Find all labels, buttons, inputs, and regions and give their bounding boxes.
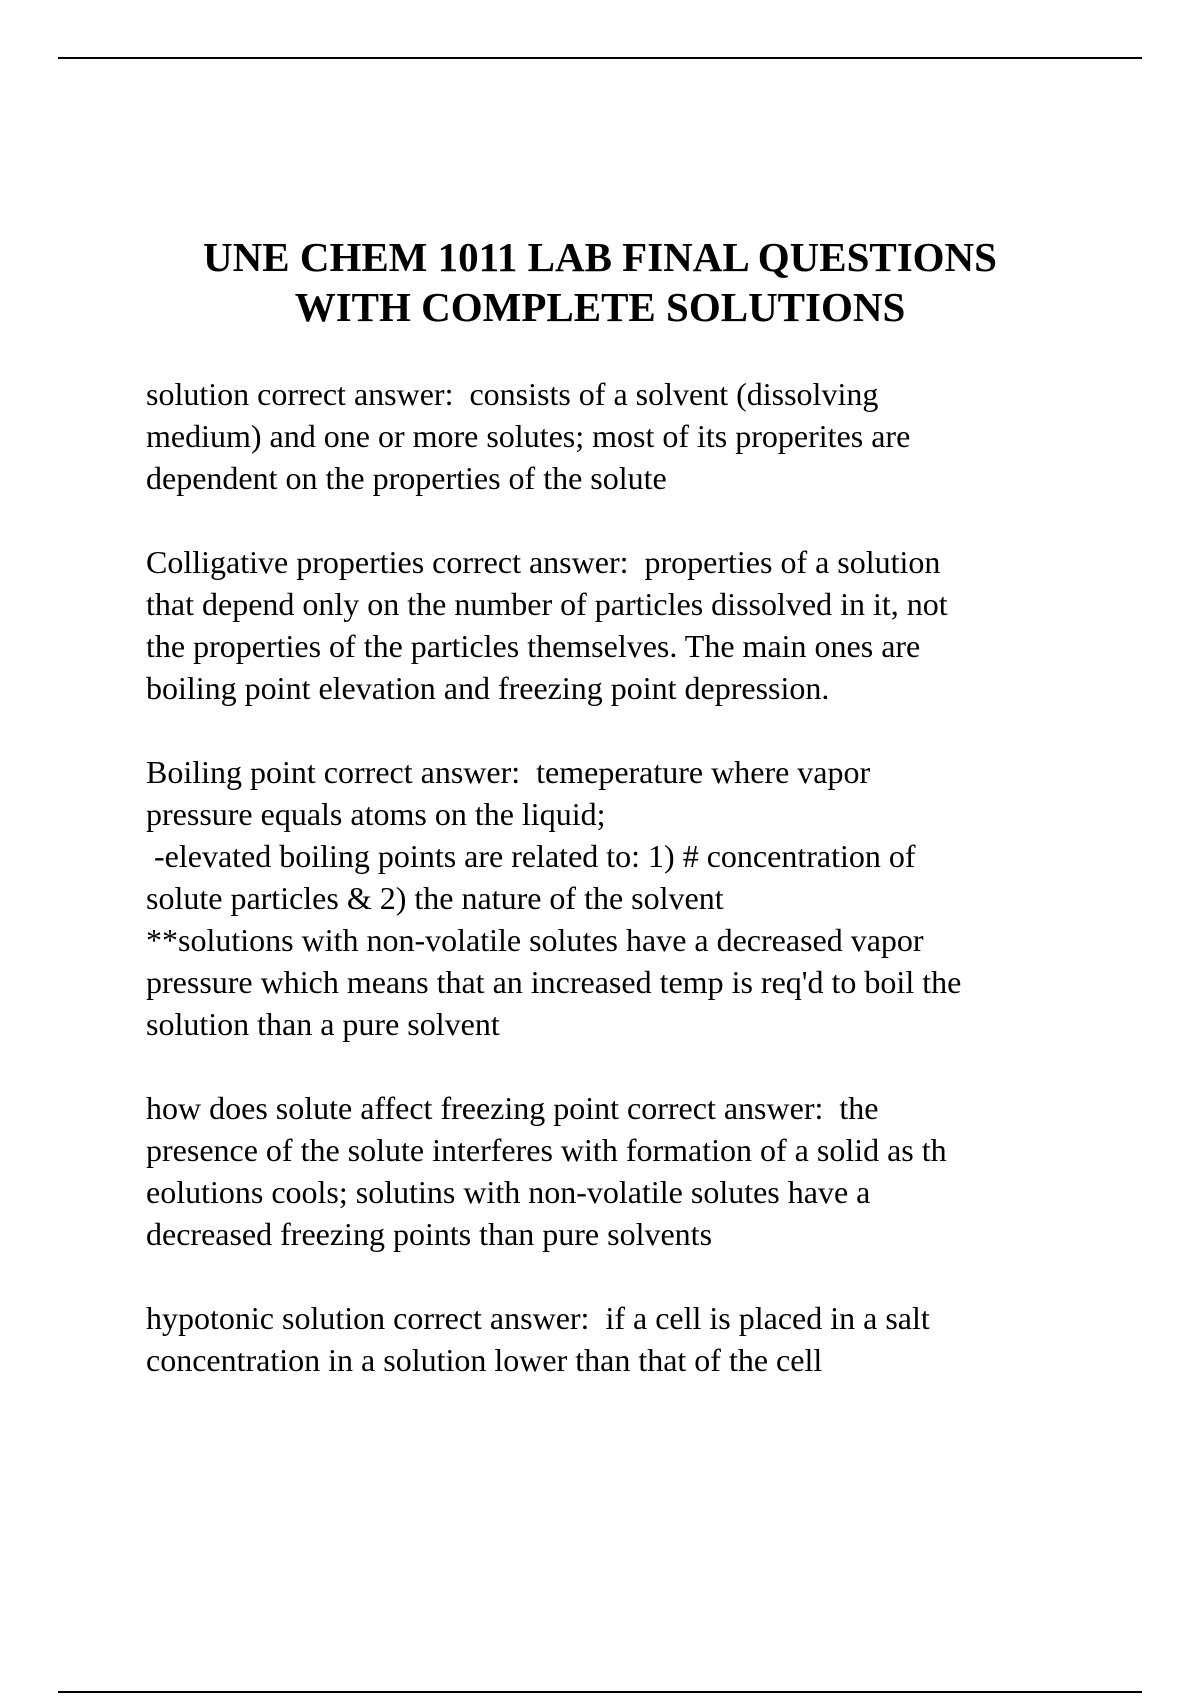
- qa-entry-freezing-point: [146, 1087, 1106, 1255]
- text-line: dependent on the properties of the solute: [146, 460, 667, 496]
- qa-entry-colligative-properties: [146, 541, 1106, 709]
- title-line: UNE CHEM 1011 LAB FINAL QUESTIONS: [203, 234, 997, 280]
- text-line: that depend only on the number of particles dissolved in it, not: [146, 586, 948, 622]
- top-rule: [58, 57, 1142, 59]
- text-line: hypotonic solution correct answer: if a cell is placed in a salt: [146, 1300, 930, 1336]
- text-line: eolutions cools; solutins with non-volatile solutes have a: [146, 1174, 871, 1210]
- title-line: WITH COMPLETE SOLUTIONS: [294, 284, 906, 330]
- text-line: how does solute affect freezing point correct answer: the: [146, 1090, 879, 1126]
- text-line: -elevated boiling points are related to: 1) # concentration of: [146, 838, 916, 874]
- text-line: solution than a pure solvent: [146, 1006, 500, 1042]
- text-line: **solutions with non-volatile solutes have a decreased vapor: [146, 922, 924, 958]
- text-line: solution correct answer: consists of a solvent (dissolving: [146, 376, 879, 412]
- text-line: medium) and one or more solutes; most of its properites are: [146, 418, 911, 454]
- document-body: [146, 373, 1106, 1423]
- qa-entry-hypotonic-solution: [146, 1297, 1106, 1381]
- text-line: Boiling point correct answer: temeperature where vapor: [146, 754, 871, 790]
- text-line: presence of the solute interferes with formation of a solid as th: [146, 1132, 947, 1168]
- qa-entry-solution: [146, 373, 1106, 499]
- text-line: solute particles & 2) the nature of the solvent: [146, 880, 724, 916]
- text-line: boiling point elevation and freezing point depression.: [146, 670, 830, 706]
- document-title: [100, 232, 1100, 332]
- text-line: decreased freezing points than pure solvents: [146, 1216, 713, 1252]
- text-line: Colligative properties correct answer: properties of a solution: [146, 544, 941, 580]
- text-line: concentration in a solution lower than that of the cell: [146, 1342, 823, 1378]
- text-line: pressure equals atoms on the liquid;: [146, 796, 606, 832]
- text-line: the properties of the particles themselves. The main ones are: [146, 628, 921, 664]
- text-line: pressure which means that an increased temp is req'd to boil the: [146, 964, 962, 1000]
- qa-entry-boiling-point: [146, 751, 1106, 1045]
- bottom-rule: [58, 1691, 1142, 1693]
